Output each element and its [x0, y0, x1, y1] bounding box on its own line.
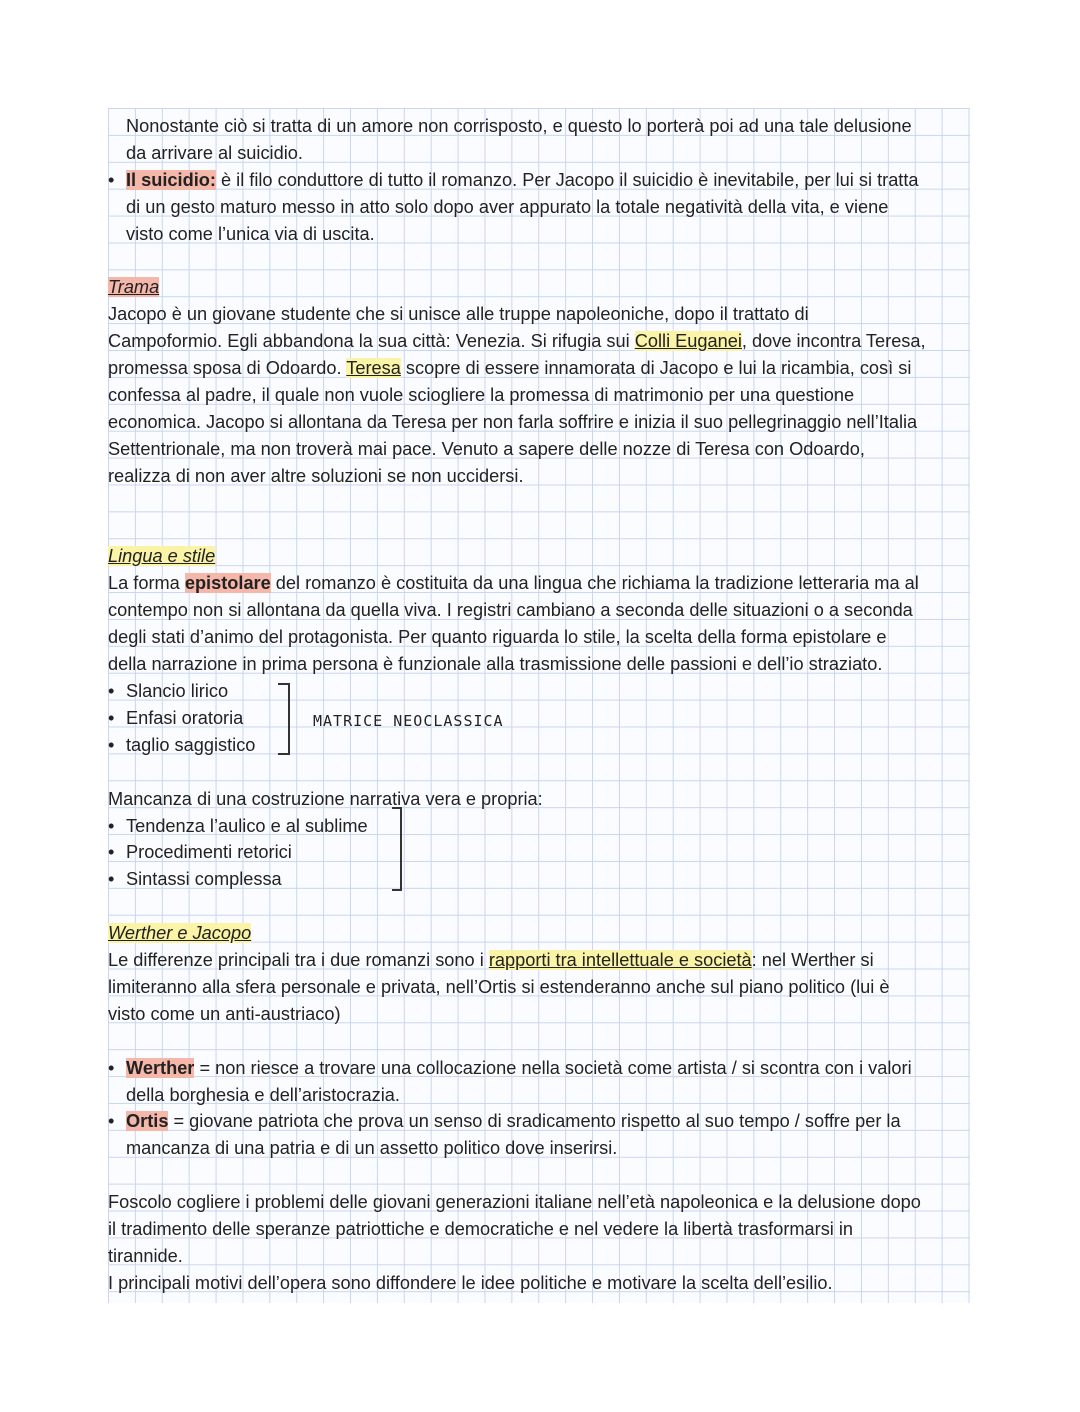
list-item: [108, 678, 970, 705]
bullet-icon: •: [108, 680, 115, 701]
section-heading-trama: [108, 274, 970, 301]
text-span: della borghesia e dell’aristocrazia.: [126, 1084, 400, 1105]
text-line: [108, 1001, 970, 1028]
text-line: [108, 570, 970, 597]
highlight-colli-euganei: Colli Euganei: [634, 331, 742, 352]
text-line: [108, 328, 970, 355]
text-span: Campoformio. Egli abbandona la sua città: Venezia. Si rifugia sui: [108, 331, 635, 352]
text-span: = giovane patriota che prova un senso di sradicamento rispetto al suo tempo / soffre per la: [168, 1111, 901, 1132]
notes-page: [108, 113, 970, 1297]
text-line: [108, 597, 970, 624]
bullet-icon: •: [108, 169, 115, 190]
text-span: economica. Jacopo si allontana da Teresa per non farla soffrire e inizia il suo pellegrinaggio nell’Italia: [108, 411, 918, 432]
text-line: [108, 947, 970, 974]
bullet-werther: [108, 1055, 970, 1082]
text-line: [108, 1082, 970, 1109]
text-span: taglio saggistico: [126, 734, 256, 755]
text-line: [108, 140, 970, 167]
list-item: [108, 705, 970, 732]
highlight-teresa: Teresa: [346, 358, 401, 379]
term-suicidio: Il suicidio:: [126, 169, 216, 190]
text-line: [108, 436, 970, 463]
heading-text: Lingua e stile: [108, 546, 216, 567]
text-span: di un gesto maturo messo in atto solo dopo aver appurato la totale negatività della vita, e viene: [126, 196, 889, 217]
list-item: [108, 866, 970, 893]
text-span: Le differenze principali tra i due romanzi sono i: [108, 950, 489, 971]
text-line: [108, 1135, 970, 1162]
text-span: Enfasi oratoria: [126, 707, 244, 728]
text-line: [108, 1189, 970, 1216]
handwritten-note: MATRICE NEOCLASSICA: [313, 711, 504, 730]
text-span: degli stati d’animo del protagonista. Per quanto riguarda lo stile, la scelta della forma epistolare e: [108, 627, 887, 648]
text-line: [108, 1243, 970, 1270]
text-span: limiteranno alla sfera personale e privata, nell’Ortis si estenderanno anche sul piano politico (lui è: [108, 976, 890, 997]
text-line: [108, 301, 970, 328]
section-heading-werther: [108, 920, 970, 947]
bullet-icon: •: [108, 842, 115, 863]
section-heading-lingua: [108, 543, 970, 570]
bullet-icon: •: [108, 734, 115, 755]
text-span: = non riesce a trovare una collocazione nella società come artista / si scontra con i valori: [194, 1057, 912, 1078]
text-line: [108, 221, 970, 248]
bullet-icon: •: [108, 1057, 115, 1078]
bullet-icon: •: [108, 815, 115, 836]
text-span: visto come l’unica via di uscita.: [126, 223, 375, 244]
text-span: Jacopo è un giovane studente che si unisce alle truppe napoleoniche, dopo il trattato di: [108, 304, 809, 325]
text-span: Mancanza di una costruzione narrativa vera e propria:: [108, 788, 543, 809]
text-span: scopre di essere innamorata di Jacopo e lui la ricambia, così si: [400, 358, 912, 379]
text-line: [108, 409, 970, 436]
text-line: [108, 382, 970, 409]
text-span: mancanza di una patria e di un assetto politico dove inserirsi.: [126, 1138, 618, 1159]
text-span: , dove incontra Teresa,: [741, 331, 926, 352]
text-span: I principali motivi dell’opera sono diffondere le idee politiche e motivare la scelta dell’esilio.: [108, 1272, 833, 1293]
text-line: [108, 786, 970, 813]
text-line: [108, 1270, 970, 1297]
text-line: [108, 463, 970, 490]
text-line: [108, 651, 970, 678]
bracket-mark: [278, 683, 290, 755]
bullet-icon: •: [108, 869, 115, 890]
text-line: [108, 194, 970, 221]
text-span: realizza di non aver altre soluzioni se non uccidersi.: [108, 465, 524, 486]
bracket-mark: [392, 807, 402, 891]
text-span: Foscolo cogliere i problemi delle giovani generazioni italiane nell’età napoleonica e la delusione dopo: [108, 1192, 921, 1213]
text-span: il tradimento delle speranze patriottiche e democratiche e nel vedere la libertà trasformarsi in: [108, 1219, 854, 1240]
list-item: [108, 839, 970, 866]
text-span: : nel Werther si: [751, 950, 874, 971]
text-span: confessa al padre, il quale non vuole sciogliere la promessa di matrimonio per una questione: [108, 385, 855, 406]
heading-text: Trama: [108, 277, 160, 298]
heading-text: Werther e Jacopo: [108, 923, 252, 944]
text-span: del romanzo è costituita da una lingua che richiama la tradizione letteraria ma al: [270, 573, 919, 594]
text-span: tirannide.: [108, 1245, 183, 1266]
text-line: [108, 974, 970, 1001]
bullet-suicidio: [108, 167, 970, 194]
list-costruzione: [108, 813, 970, 894]
text-span: è il filo conduttore di tutto il romanzo. Per Jacopo il suicidio è inevitabile, per lui si tratta: [215, 169, 919, 190]
list-item: [108, 732, 970, 759]
list-item: [108, 813, 970, 840]
highlight-rapporti: rapporti tra intellettuale e società: [488, 950, 752, 971]
text-span: Slancio lirico: [126, 680, 229, 701]
text-span: Procedimenti retorici: [126, 842, 292, 863]
text-span: Sintassi complessa: [126, 869, 282, 890]
term-werther: Werther: [126, 1057, 195, 1078]
text-span: La forma: [108, 573, 185, 594]
bullet-icon: •: [108, 1111, 115, 1132]
text-span: visto come un anti-austriaco): [108, 1003, 341, 1024]
term-epistolare: epistolare: [184, 573, 271, 594]
text-span: Settentrionale, ma non troverà mai pace. Venuto a sapere delle nozze di Teresa con Odoardo,: [108, 438, 865, 459]
text-span: Tendenza l’aulico e al sublime: [126, 815, 368, 836]
text-span: della narrazione in prima persona è funzionale alla trasmissione delle passioni e dell’io straziato.: [108, 654, 883, 675]
text-span: contempo non si allontana da quella viva. I registri cambiano a seconda delle situazioni o a seconda: [108, 600, 913, 621]
text-span: da arrivare al suicidio.: [126, 142, 303, 163]
text-span: Nonostante ciò si tratta di un amore non corrisposto, e questo lo porterà poi ad una tale delusione: [126, 116, 912, 136]
text-line: [108, 113, 970, 140]
text-line: [108, 355, 970, 382]
text-line: [108, 624, 970, 651]
text-line: [108, 1216, 970, 1243]
bullet-ortis: [108, 1108, 970, 1135]
list-stile: [108, 678, 970, 759]
bullet-icon: •: [108, 707, 115, 728]
text-span: promessa sposa di Odoardo.: [108, 358, 347, 379]
term-ortis: Ortis: [126, 1111, 169, 1132]
